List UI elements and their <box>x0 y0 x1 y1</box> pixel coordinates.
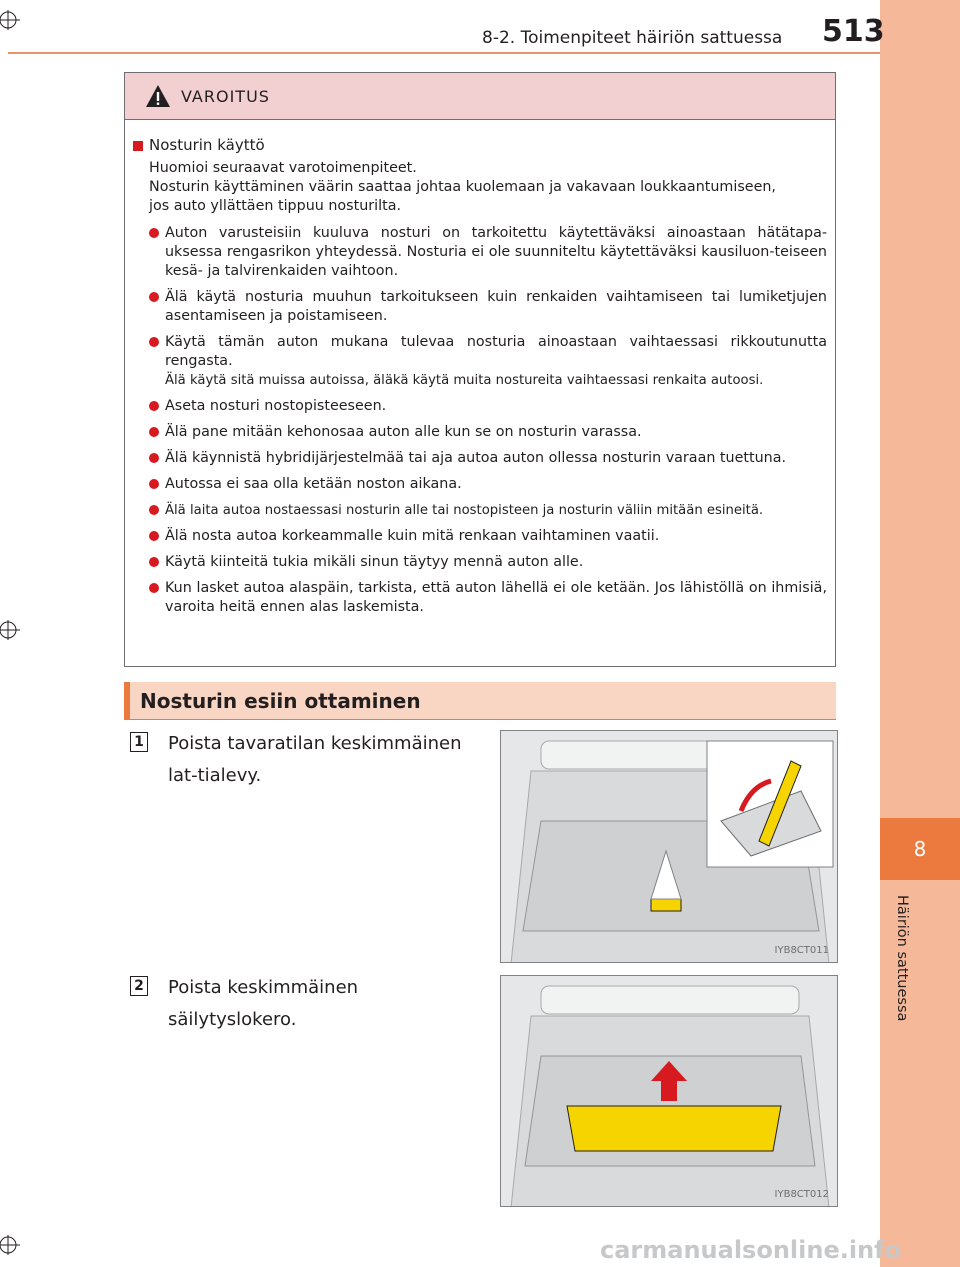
warning-bullet <box>133 579 827 617</box>
warning-bullet <box>133 553 827 572</box>
warning-title-text: Nosturin käyttö <box>149 136 265 154</box>
warning-intro <box>133 159 827 216</box>
warning-bullet <box>133 423 827 442</box>
warning-bullet <box>133 501 827 520</box>
bullet-text-extra: Älä käytä sitä muissa autoissa, äläkä käytä muita nostureita vaihtaessasi renkaita autoosi. <box>165 373 764 388</box>
bullet-text: Autossa ei saa olla ketään noston aikana. <box>165 476 462 492</box>
bullet-dot-icon <box>149 292 159 302</box>
warning-bullet <box>133 333 827 390</box>
page-number: 513 <box>822 14 885 49</box>
bullet-text: Älä käytä nosturia muuhun tarkoitukseen kuin renkaiden vaihtamiseen tai lumiketjujen asentamiseen ja poistamiseen. <box>165 289 827 324</box>
warning-box <box>124 72 836 667</box>
bullet-text: Älä laita autoa nostaessasi nosturin alle tai nostopisteen ja nosturin väliin mitään esineitä. <box>165 503 764 518</box>
warning-body <box>125 120 835 617</box>
bullet-text: Kun lasket autoa alaspäin, tarkista, että auton lähellä ei ole ketään. Jos lähistöllä on ihmisiä, varoita heitä ennen alas laskemista. <box>165 580 827 615</box>
watermark: carmanualsonline.info <box>600 1236 902 1264</box>
trunk-illustration <box>501 731 838 963</box>
chapter-number: 8 <box>880 818 960 880</box>
step-text: Poista tavaratilan keskimmäinen lat-tialevy. <box>168 733 462 786</box>
bullet-text-group <box>165 333 827 390</box>
bullet-text: Älä nosta autoa korkeammalle kuin mitä renkaan vaihtaminen vaatii. <box>165 528 660 544</box>
figure-trunk-floor-board <box>500 730 838 963</box>
step-text: Poista keskimmäinen säilytyslokero. <box>168 977 359 1030</box>
warning-triangle-icon <box>145 84 171 108</box>
trunk-illustration <box>501 976 838 1207</box>
step-number: 2 <box>130 976 148 996</box>
side-tab <box>880 0 960 1267</box>
warning-label: VAROITUS <box>181 86 270 106</box>
figure-code: IYB8CT012 <box>774 1189 829 1200</box>
bullet-dot-icon <box>149 479 159 489</box>
warning-bullet <box>133 527 827 546</box>
warning-bullet <box>133 475 827 494</box>
intro-line: Huomioi seuraavat varotoimenpiteet. <box>149 160 417 176</box>
section-title: 8-2. Toimenpiteet häiriön sattuessa <box>482 28 783 48</box>
bullet-dot-icon <box>149 228 159 238</box>
bullet-dot-icon <box>149 583 159 593</box>
bullet-dot-icon <box>149 505 159 515</box>
bullet-dot-icon <box>149 453 159 463</box>
figure-code: IYB8CT011 <box>774 945 829 956</box>
warning-bullet <box>133 288 827 326</box>
bullet-dot-icon <box>149 337 159 347</box>
header-rule <box>8 52 880 54</box>
bullet-dot-icon <box>149 427 159 437</box>
bullet-text: Aseta nosturi nostopisteeseen. <box>165 398 387 414</box>
bullet-text: Älä pane mitään kehonosaa auton alle kun se on nosturin varassa. <box>165 424 642 440</box>
square-bullet-icon <box>133 141 143 151</box>
warning-title <box>133 136 827 155</box>
warning-bullet <box>133 449 827 468</box>
chapter-label: Häiriön sattuessa <box>894 895 910 1022</box>
bullet-text: Älä käynnistä hybridijärjestelmää tai aja autoa auton ollessa nosturin varaan tuettuna. <box>165 450 787 466</box>
bullet-dot-icon <box>149 557 159 567</box>
intro-line: Nosturin käyttäminen väärin saattaa johtaa kuolemaan ja vakavaan loukkaantumiseen, <box>149 179 776 195</box>
bullet-text: Käytä kiinteitä tukia mikäli sinun täytyy mennä auton alle. <box>165 554 584 570</box>
bullet-dot-icon <box>149 401 159 411</box>
bullet-text: Käytä tämän auton mukana tulevaa nosturia ainoastaan vaihtaessasi rikkoutunutta rengasta. <box>165 334 827 369</box>
bullet-text: Auton varusteisiin kuuluva nosturi on tarkoitettu käytettäväksi ainoastaan hätätapa-uksessa rengasrikon yhteydessä. Nosturia ei ole suunniteltu käytettäväksi kausiluon-teiseen kesä- ja talvirenkaiden vaihtoon. <box>165 225 827 279</box>
warning-bullet <box>133 397 827 416</box>
figure-storage-tray <box>500 975 838 1207</box>
step-number: 1 <box>130 732 148 752</box>
section-heading: Nosturin esiin ottaminen <box>124 682 836 720</box>
bullet-dot-icon <box>149 531 159 541</box>
warning-bullet <box>133 224 827 281</box>
warning-header <box>125 73 835 120</box>
intro-line: jos auto yllättäen tippuu nosturilta. <box>149 198 402 214</box>
